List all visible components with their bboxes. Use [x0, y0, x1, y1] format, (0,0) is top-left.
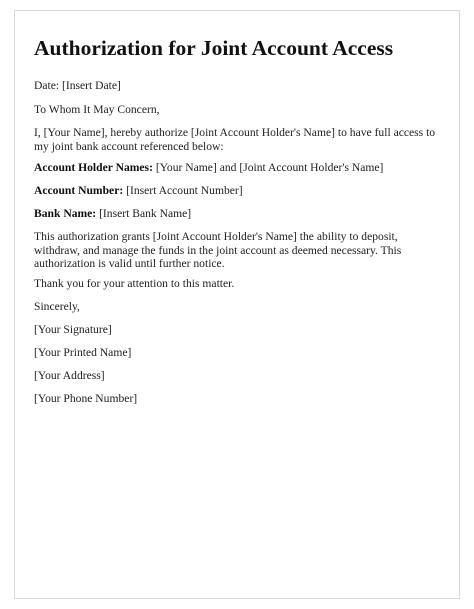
- address-placeholder: [Your Address]: [34, 369, 105, 382]
- letter-title: Authorization for Joint Account Access: [34, 36, 394, 60]
- salutation: To Whom It May Concern,: [34, 103, 160, 116]
- thanks-line: Thank you for your attention to this matter.: [34, 277, 235, 290]
- bank-name-value: [Insert Bank Name]: [96, 207, 192, 220]
- account-number-value: [Insert Account Number]: [123, 184, 243, 197]
- account-number-label: Account Number:: [34, 184, 124, 197]
- account-holder-names-value: [Your Name] and [Joint Account Holder's Name]: [152, 161, 384, 174]
- account-number: [34, 184, 439, 198]
- intro-paragraph: I, [Your Name], hereby authorize [Joint Account Holder's Name] to have full access to my joint bank account referenced below:: [34, 126, 436, 153]
- date-line: Date: [Insert Date]: [34, 79, 121, 92]
- closing-line: Sincerely,: [34, 300, 80, 313]
- bank-name-label: Bank Name:: [34, 207, 97, 220]
- letter-page: [14, 10, 460, 599]
- bank-name: [34, 207, 439, 221]
- signature-placeholder: [Your Signature]: [34, 323, 112, 336]
- phone-placeholder: [Your Phone Number]: [34, 392, 138, 405]
- grant-paragraph: This authorization grants [Joint Account Holder's Name] the ability to deposit, withdraw, and manage the funds in the joint account as deemed necessary. This authorization is valid until further notice.: [34, 230, 402, 270]
- account-holder-names: [34, 161, 439, 175]
- account-holder-names-label: Account Holder Names:: [34, 161, 153, 174]
- printed-name-placeholder: [Your Printed Name]: [34, 346, 132, 359]
